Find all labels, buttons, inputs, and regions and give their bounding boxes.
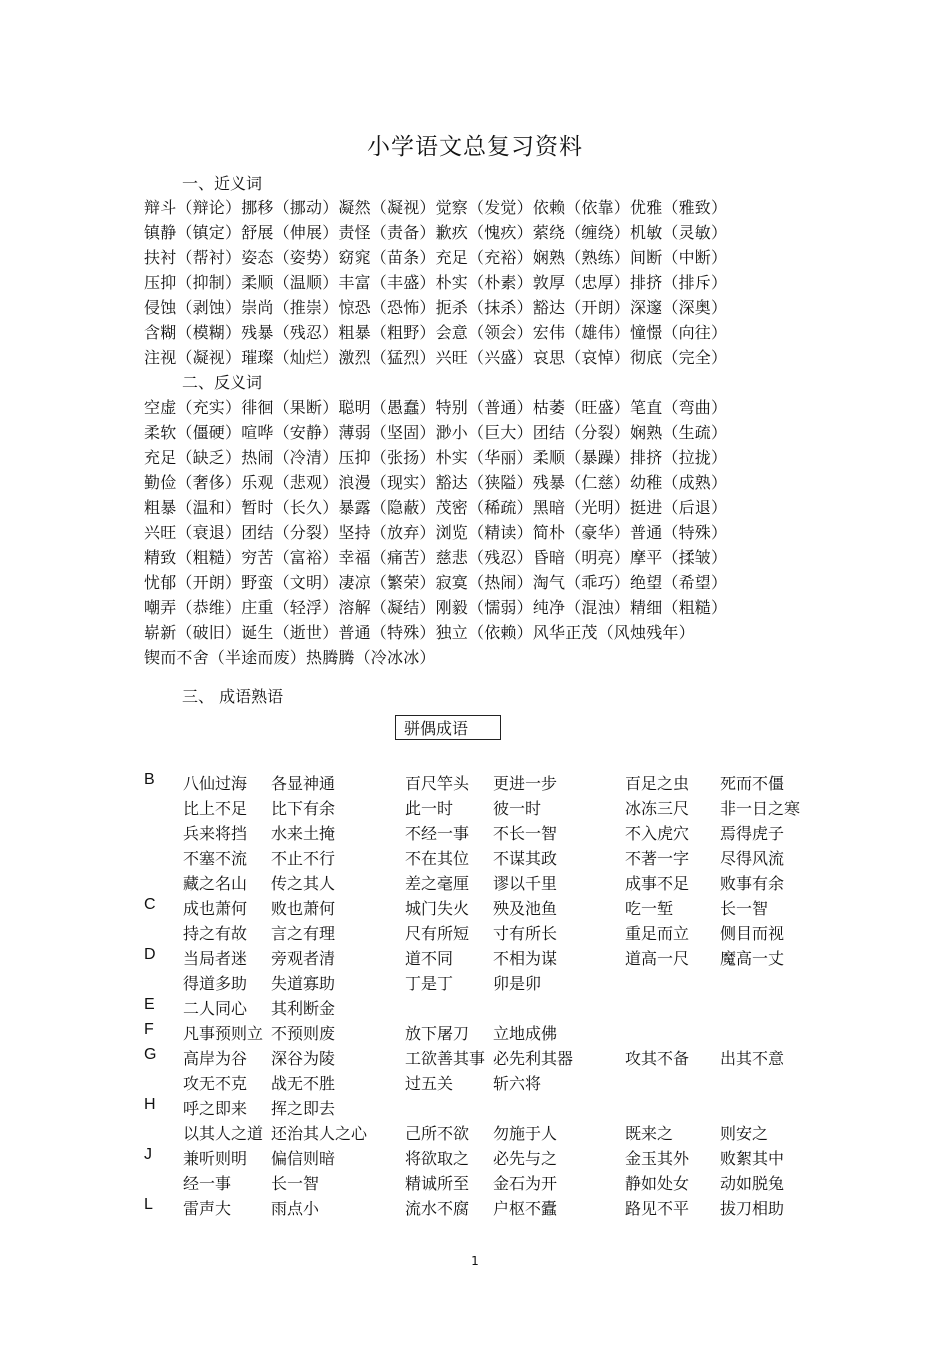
page-number: 1: [471, 1254, 479, 1268]
idiom-text: 工欲善其事: [405, 1049, 486, 1068]
synonym-line: 侵蚀（剥蚀）崇尚（推崇）惊恐（恐怖）扼杀（抹杀）豁达（开朗）深邃（深奥）: [144, 298, 728, 317]
idiom-text: 雨点小: [271, 1199, 320, 1218]
idiom-text: 过五关: [405, 1074, 454, 1093]
idiom-text: 差之毫厘: [405, 874, 470, 893]
synonym-line: 镇静（镇定）舒展（伸展）责怪（责备）歉疚（愧疚）萦绕（缠绕）机敏（灵敏）: [144, 223, 728, 242]
idiom-text: 金石为开: [493, 1174, 558, 1193]
idiom-letter-label: L: [144, 1196, 153, 1213]
antonyms-heading: 二、反义词: [182, 373, 263, 392]
idiom-text: 必先与之: [493, 1149, 558, 1168]
idiom-letter-label: F: [144, 1021, 154, 1038]
idiom-text: 持之有故: [183, 924, 248, 943]
idiom-text: 静如处女: [625, 1174, 690, 1193]
idiom-text: 立地成佛: [493, 1024, 558, 1043]
antonym-line: 锲而不舍（半途而废）热腾腾（冷冰冰）: [144, 648, 436, 667]
idiom-text: 不相为谋: [493, 949, 558, 968]
idiom-letter-label: E: [144, 996, 155, 1013]
idiom-text: 路见不平: [625, 1199, 690, 1218]
idiom-text: 得道多助: [183, 974, 248, 993]
idiom-text: 殃及池鱼: [493, 899, 558, 918]
idiom-text: 金玉其外: [625, 1149, 690, 1168]
idiom-text: 冰冻三尺: [625, 799, 690, 818]
idiom-text: 将欲取之: [405, 1149, 470, 1168]
idiom-text: 失道寡助: [271, 974, 336, 993]
idiom-text: 旁观者清: [271, 949, 336, 968]
idiom-letter-label: H: [144, 1096, 156, 1113]
idiom-text: 以其人之道: [183, 1124, 264, 1143]
idiom-text: 道高一尺: [625, 949, 690, 968]
idiom-text: 侧目而视: [720, 924, 785, 943]
antonym-line: 柔软（僵硬）喧哗（安静）薄弱（坚固）渺小（巨大）团结（分裂）娴熟（生疏）: [144, 423, 728, 442]
idiom-text: 成也萧何: [183, 899, 248, 918]
idiom-text: 户枢不蠹: [493, 1199, 558, 1218]
idiom-letter-label: D: [144, 946, 156, 963]
idiom-text: 凡事预则立: [183, 1024, 264, 1043]
idiom-text: 不预则废: [271, 1024, 336, 1043]
idiom-text: 放下屠刀: [405, 1024, 470, 1043]
idiom-text: 高岸为谷: [183, 1049, 248, 1068]
idiom-text: 还治其人之心: [271, 1124, 368, 1143]
idiom-text: 战无不胜: [271, 1074, 336, 1093]
idiom-text: 百足之虫: [625, 774, 690, 793]
idiom-text: 各显神通: [271, 774, 336, 793]
idiom-text: 寸有所长: [493, 924, 558, 943]
idiom-text: 死而不僵: [720, 774, 785, 793]
idiom-text: 斩六将: [493, 1074, 542, 1093]
idiom-text: 焉得虎子: [720, 824, 785, 843]
idiom-text: 比上不足: [183, 799, 248, 818]
idiom-text: 非一日之寒: [720, 799, 801, 818]
idiom-text: 兼听则明: [183, 1149, 248, 1168]
synonyms-heading: 一、近义词: [182, 174, 263, 193]
idiom-text: 不在其位: [405, 849, 470, 868]
idiom-text: 偏信则暗: [271, 1149, 336, 1168]
idiom-text: 兵来将挡: [183, 824, 248, 843]
idiom-text: 二人同心: [183, 999, 248, 1018]
idiom-text: 勿施于人: [493, 1124, 558, 1143]
idiom-text: 己所不欲: [405, 1124, 470, 1143]
synonym-line: 辩斗（辩论）挪移（挪动）凝然（凝视）觉察（发觉）依赖（依靠）优雅（雅致）: [144, 198, 728, 217]
idiom-text: 卯是卯: [493, 974, 542, 993]
page-title: 小学语文总复习资料: [367, 134, 583, 160]
idiom-text: 不入虎穴: [625, 824, 690, 843]
antonym-line: 空虚（充实）徘徊（果断）聪明（愚蠢）特别（普通）枯萎（旺盛）笔直（弯曲）: [144, 398, 728, 417]
idiom-text: 不长一智: [493, 824, 558, 843]
antonym-line: 嘲弄（恭维）庄重（轻浮）溶解（凝结）刚毅（懦弱）纯净（混浊）精细（粗糙）: [144, 598, 728, 617]
synonym-line: 含糊（模糊）残暴（残忍）粗暴（粗野）会意（领会）宏伟（雄伟）憧憬（向往）: [144, 323, 728, 342]
idiom-text: 不谋其政: [493, 849, 558, 868]
idiom-text: 言之有理: [271, 924, 336, 943]
idiom-text: 不止不行: [271, 849, 336, 868]
idiom-text: 当局者迷: [183, 949, 248, 968]
parallel-idioms-box: 骈偶成语: [395, 715, 501, 740]
idiom-text: 城门失火: [405, 899, 470, 918]
idiom-text: 攻无不克: [183, 1074, 248, 1093]
idiom-text: 败也萧何: [271, 899, 336, 918]
idiom-text: 吃一堑: [625, 899, 674, 918]
idiom-text: 传之其人: [271, 874, 336, 893]
idiom-text: 尽得风流: [720, 849, 785, 868]
synonym-line: 扶衬（帮衬）姿态（姿势）窈窕（苗条）充足（充裕）娴熟（熟练）间断（中断）: [144, 248, 728, 267]
idiom-text: 攻其不备: [625, 1049, 690, 1068]
idiom-text: 谬以千里: [493, 874, 558, 893]
idiom-text: 八仙过海: [183, 774, 248, 793]
idiom-letter-label: C: [144, 896, 156, 913]
idiom-text: 百尺竿头: [405, 774, 470, 793]
idioms-heading: 三、 成语熟语: [182, 687, 284, 706]
idiom-text: 动如脱兔: [720, 1174, 785, 1193]
idiom-text: 长一智: [720, 899, 769, 918]
idiom-text: 败絮其中: [720, 1149, 785, 1168]
idiom-text: 雷声大: [183, 1199, 232, 1218]
idiom-letter-label: B: [144, 771, 155, 788]
idiom-text: 流水不腐: [405, 1199, 470, 1218]
idiom-text: 出其不意: [720, 1049, 785, 1068]
idiom-letter-label: G: [144, 1046, 157, 1063]
idiom-text: 彼一时: [493, 799, 542, 818]
idiom-text: 必先利其器: [493, 1049, 574, 1068]
idiom-text: 深谷为陵: [271, 1049, 336, 1068]
idiom-text: 精诚所至: [405, 1174, 470, 1193]
idiom-text: 则安之: [720, 1124, 769, 1143]
idiom-text: 其利断金: [271, 999, 336, 1018]
synonym-line: 压抑（抑制）柔顺（温顺）丰富（丰盛）朴实（朴素）敦厚（忠厚）排挤（排斥）: [144, 273, 728, 292]
idiom-text: 藏之名山: [183, 874, 248, 893]
idiom-text: 长一智: [271, 1174, 320, 1193]
antonym-line: 充足（缺乏）热闹（冷清）压抑（张扬）朴实（华丽）柔顺（暴躁）排挤（拉拢）: [144, 448, 728, 467]
idiom-letter-label: J: [144, 1146, 152, 1163]
idiom-text: 不著一字: [625, 849, 690, 868]
idiom-text: 此一时: [405, 799, 454, 818]
antonym-line: 粗暴（温和）暂时（长久）暴露（隐蔽）茂密（稀疏）黑暗（光明）挺进（后退）: [144, 498, 728, 517]
idiom-text: 魔高一丈: [720, 949, 785, 968]
idiom-text: 既来之: [625, 1124, 674, 1143]
antonym-line: 勤俭（奢侈）乐观（悲观）浪漫（现实）豁达（狭隘）残暴（仁慈）幼稚（成熟）: [144, 473, 728, 492]
idiom-text: 更进一步: [493, 774, 558, 793]
idiom-text: 不经一事: [405, 824, 470, 843]
idiom-text: 重足而立: [625, 924, 690, 943]
idiom-text: 挥之即去: [271, 1099, 336, 1118]
antonym-line: 兴旺（衰退）团结（分裂）坚持（放弃）浏览（精读）简朴（豪华）普通（特殊）: [144, 523, 728, 542]
idiom-text: 尺有所短: [405, 924, 470, 943]
idiom-text: 丁是丁: [405, 974, 454, 993]
idiom-text: 拔刀相助: [720, 1199, 785, 1218]
idiom-text: 不塞不流: [183, 849, 248, 868]
idiom-text: 比下有余: [271, 799, 336, 818]
idiom-text: 道不同: [405, 949, 454, 968]
idiom-text: 水来土掩: [271, 824, 336, 843]
antonym-line: 忧郁（开朗）野蛮（文明）凄凉（繁荣）寂寞（热闹）淘气（乖巧）绝望（希望）: [144, 573, 728, 592]
antonym-line: 崭新（破旧）诞生（逝世）普通（特殊）独立（依赖）风华正茂（风烛残年）: [144, 623, 695, 642]
antonym-line: 精致（粗糙）穷苦（富裕）幸福（痛苦）慈悲（残忍）昏暗（明亮）摩平（揉皱）: [144, 548, 728, 567]
idiom-text: 败事有余: [720, 874, 785, 893]
synonym-line: 注视（凝视）璀璨（灿烂）激烈（猛烈）兴旺（兴盛）哀思（哀悼）彻底（完全）: [144, 348, 728, 367]
idiom-text: 成事不足: [625, 874, 690, 893]
idiom-text: 呼之即来: [183, 1099, 248, 1118]
idiom-text: 经一事: [183, 1174, 232, 1193]
